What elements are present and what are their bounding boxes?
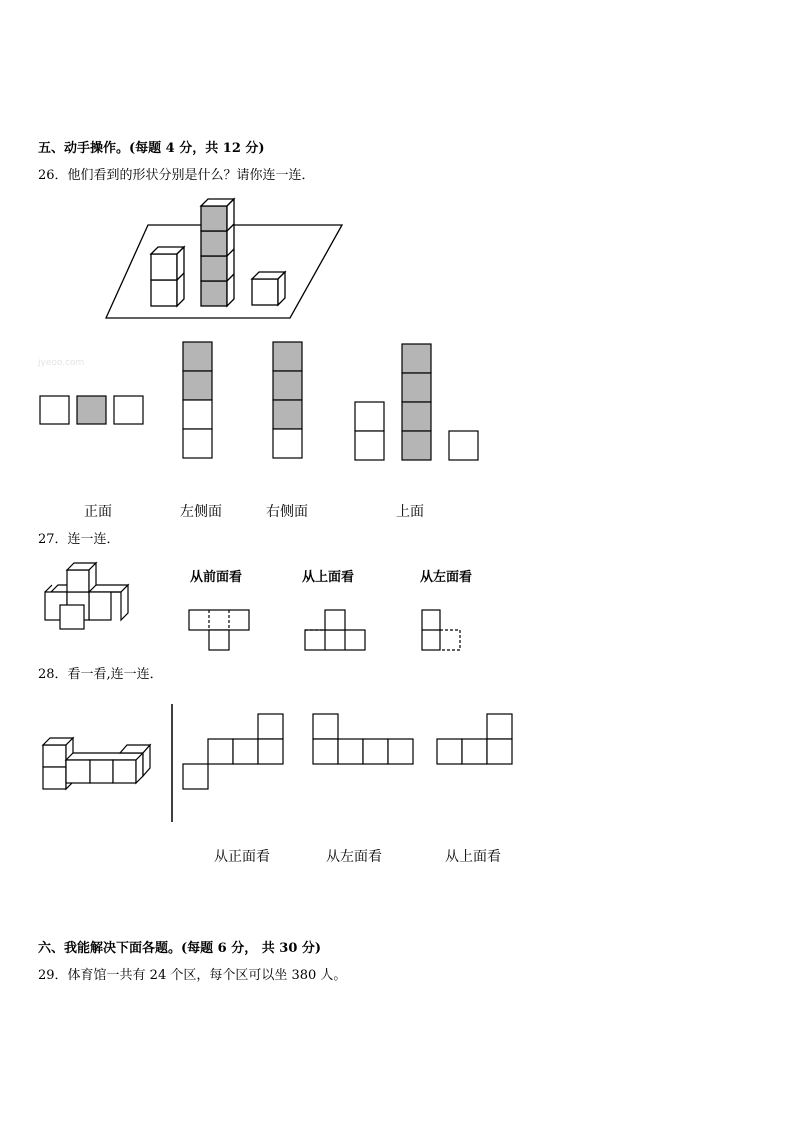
q27-view-left	[422, 610, 460, 650]
q27-solid-figure	[45, 563, 128, 629]
section-6-title: 六、我能解决下面各题。(每题 6 分， 共 30 分)	[38, 941, 322, 956]
q26-scene	[106, 199, 342, 318]
q26-view-options	[40, 342, 478, 460]
q28-label-front: 从正面看	[214, 849, 270, 865]
q27-header-left: 从左面看	[420, 570, 473, 585]
q26-label-top: 上面	[396, 504, 424, 520]
question-28-text: 28．看一看,连一连．	[38, 667, 163, 682]
q26-view-row-of-three	[40, 396, 143, 424]
q28-label-left: 从左面看	[326, 849, 382, 865]
q26-view-combined	[355, 344, 478, 460]
q28-view-b	[313, 714, 413, 764]
q26-label-left-side: 左侧面	[180, 504, 222, 520]
q26-left-cube-stack	[151, 247, 184, 306]
q26-label-front: 正面	[84, 504, 112, 520]
q26-view-column-b	[273, 342, 302, 458]
watermark-text: jyeoo.com	[38, 358, 85, 368]
q28-view-c	[437, 714, 512, 764]
q27-header-top: 从上面看	[302, 570, 355, 585]
q27-view-top	[305, 610, 365, 650]
q26-view-column-a	[183, 342, 212, 458]
q28-view-a	[183, 714, 283, 789]
q27-view-front	[189, 610, 249, 650]
q28-label-top: 从上面看	[445, 849, 501, 865]
question-27-text: 27．连一连．	[38, 532, 120, 547]
q26-single-cube	[252, 272, 285, 305]
question-26-text: 26．他们看到的形状分别是什么？请你连一连．	[38, 168, 315, 183]
q26-label-right-side: 右侧面	[266, 504, 308, 520]
q28-solid-figure	[43, 738, 150, 789]
q26-tall-cube-stack	[201, 199, 234, 306]
question-29-text: 29．体育馆一共有 24 个区，每个区可以坐 380 人。	[38, 968, 347, 983]
q27-header-front: 从前面看	[190, 570, 243, 585]
section-5-title: 五、动手操作。(每题 4 分，共 12 分)	[38, 141, 265, 156]
